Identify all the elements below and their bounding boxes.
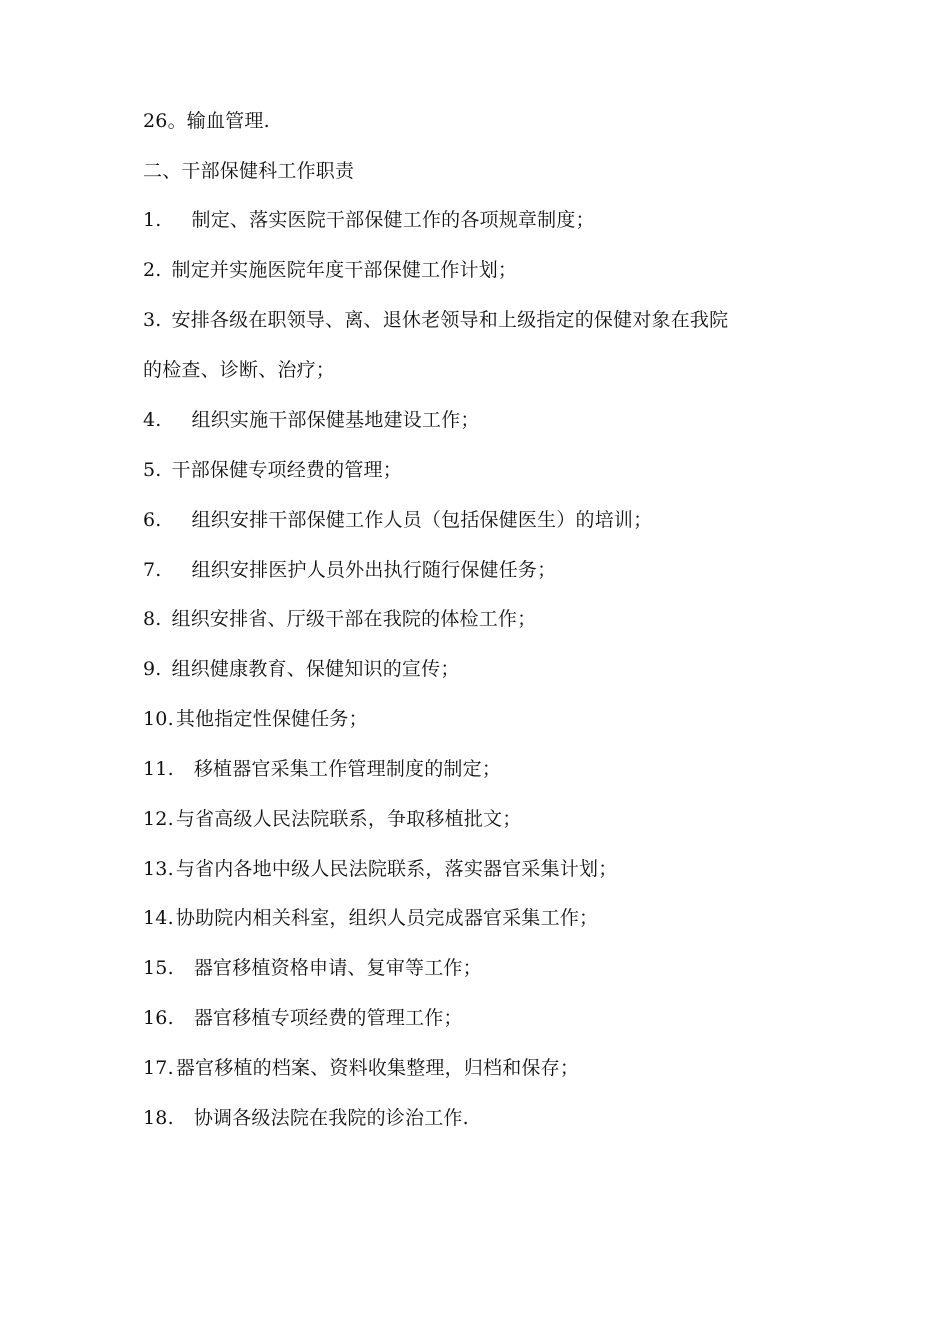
document-line [143, 757, 501, 781]
document-line [143, 109, 270, 133]
line-number: 13. [143, 858, 174, 880]
line-text: 制定、落实医院干部保健工作的各项规章制度； [191, 209, 595, 231]
line-text: 组织安排省、厅级干部在我院的体检工作； [171, 608, 537, 630]
line-number: 3. [143, 309, 162, 331]
line-text: 二、干部保健科工作职责 [143, 160, 355, 182]
line-text: 输血管理. [186, 110, 270, 132]
section-heading [143, 159, 354, 183]
line-text: 安排各级在职领导、离、退休老领导和上级指定的保健对象在我院 [171, 309, 729, 331]
line-text: 组织健康教育、保健知识的宣传； [171, 658, 460, 680]
line-number: 18. [143, 1107, 174, 1129]
document-line [143, 508, 652, 532]
document-line [143, 906, 598, 930]
document-line [143, 408, 480, 432]
line-text: 与省内各地中级人民法院联系，落实器官采集计划； [175, 858, 618, 880]
line-text: 协助院内相关科室，组织人员完成器官采集工作； [175, 907, 599, 929]
document-line [143, 956, 482, 980]
line-text: 干部保健专项经费的管理； [171, 459, 402, 481]
line-number: 4. [143, 409, 162, 431]
line-text: 器官移植的档案、资料收集整理，归档和保存； [175, 1057, 580, 1079]
line-number: 7. [143, 559, 162, 581]
line-number: 17. [143, 1057, 174, 1079]
line-text: 组织安排医护人员外出执行随行保健任务； [191, 559, 557, 581]
document-line [143, 458, 402, 482]
line-text: 与省高级人民法院联系，争取移植批文； [175, 808, 522, 830]
line-number: 2. [143, 259, 162, 281]
line-text: 组织实施干部保健基地建设工作； [191, 409, 480, 431]
line-number: 8. [143, 608, 162, 630]
line-number: 6. [143, 509, 162, 531]
line-number: 15. [143, 957, 174, 979]
document-line [143, 1056, 579, 1080]
line-number: 10. [143, 708, 174, 730]
line-number: 5. [143, 459, 162, 481]
document-line [143, 607, 536, 631]
line-text: 制定并实施医院年度干部保健工作计划； [171, 259, 518, 281]
document-line [143, 208, 595, 232]
line-number: 1. [143, 209, 162, 231]
line-number: 12. [143, 808, 174, 830]
document-line-continuation [143, 358, 335, 382]
line-number: 26。 [143, 110, 187, 132]
line-text: 器官移植专项经费的管理工作； [193, 1007, 463, 1029]
line-text: 协调各级法院在我院的诊治工作. [193, 1107, 469, 1129]
document-line [143, 1106, 469, 1130]
line-number: 14. [143, 907, 174, 929]
document-line [143, 1006, 463, 1030]
line-number: 11. [143, 758, 174, 780]
document-line [143, 857, 617, 881]
document-line [143, 308, 728, 332]
line-text: 器官移植资格申请、复审等工作； [193, 957, 482, 979]
line-text: 其他指定性保健任务； [175, 708, 368, 730]
line-text: 移植器官采集工作管理制度的制定； [193, 758, 502, 780]
document-line [143, 258, 517, 282]
document-line [143, 807, 521, 831]
line-text: 的检查、诊断、治疗； [143, 359, 336, 381]
document-line [143, 657, 460, 681]
line-number: 16. [143, 1007, 174, 1029]
document-line [143, 707, 368, 731]
line-text: 组织安排干部保健工作人员（包括保健医生）的培训； [191, 509, 653, 531]
line-number: 9. [143, 658, 162, 680]
document-line [143, 558, 556, 582]
